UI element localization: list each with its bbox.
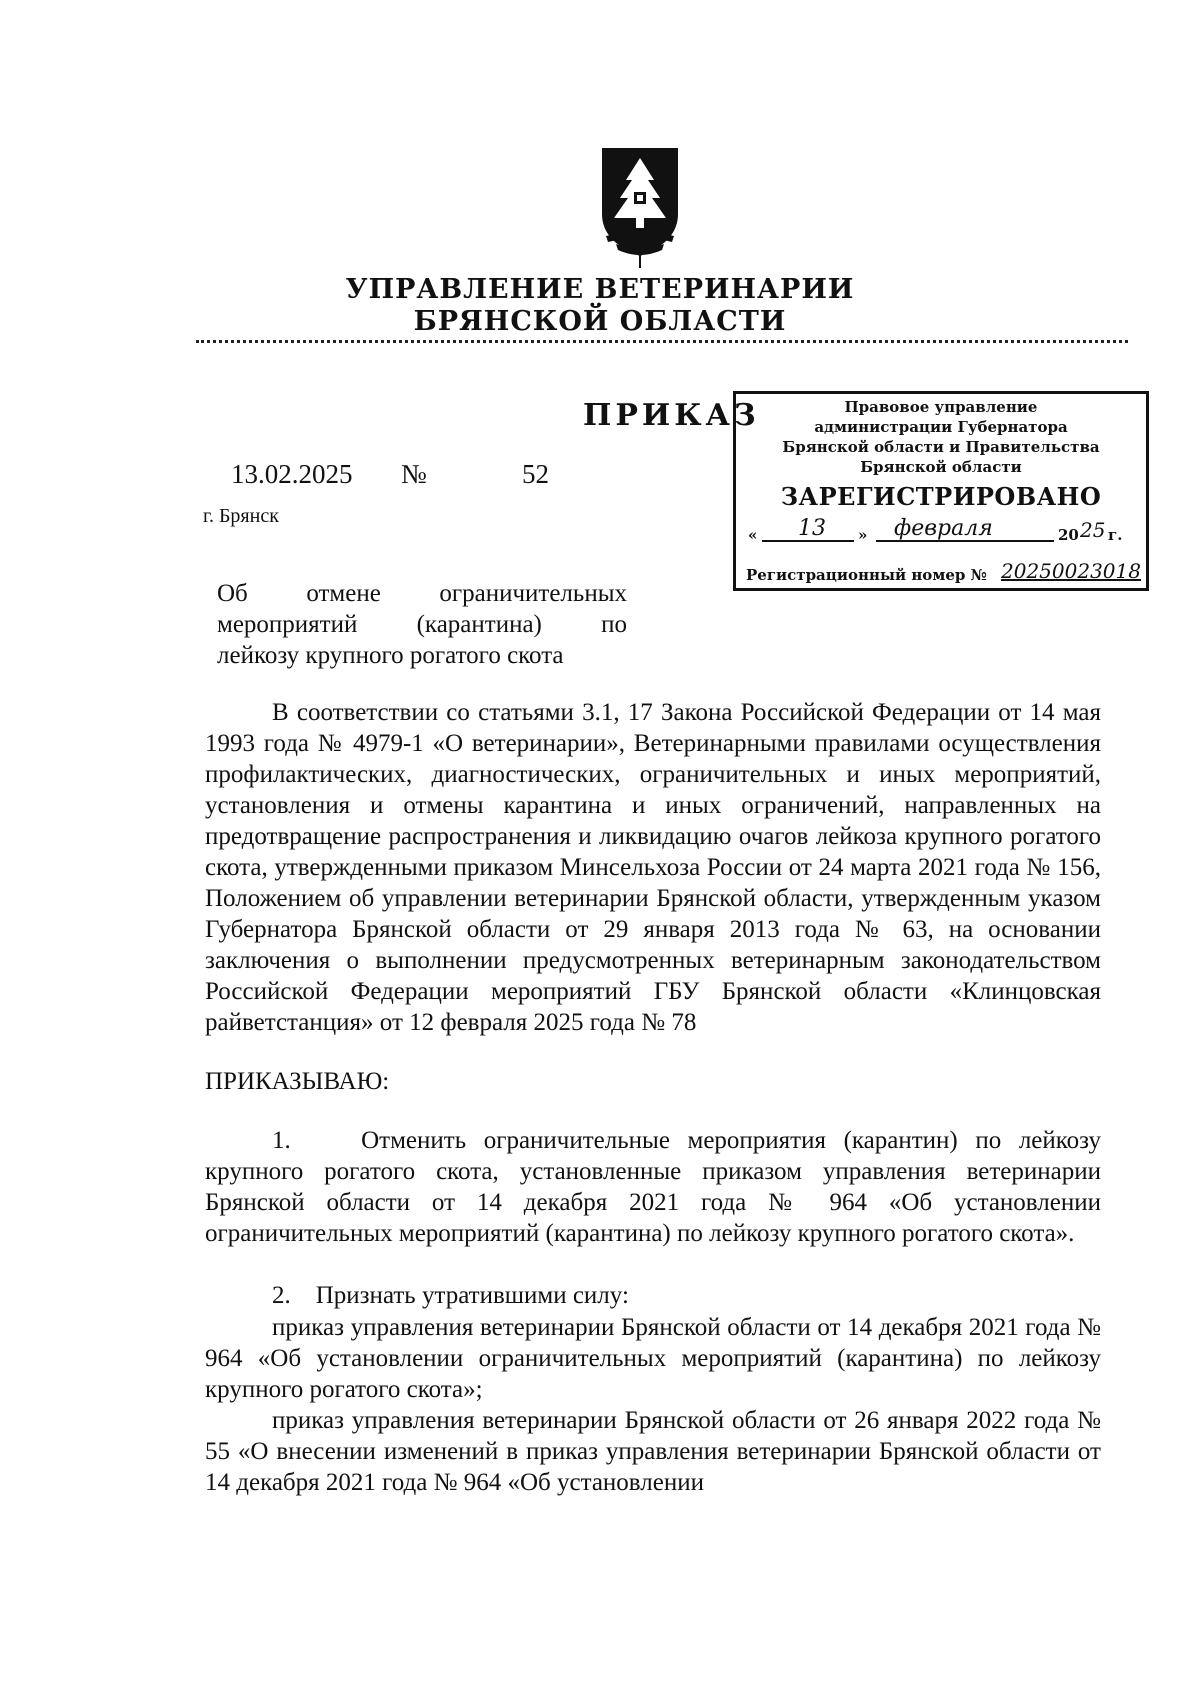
coat-of-arms-icon <box>596 144 684 269</box>
document-number: 52 <box>522 459 549 489</box>
organization-name-line2: БРЯНСКОЙ ОБЛАСТИ <box>413 306 787 337</box>
stamp-line1: Правовое управление <box>844 398 1038 416</box>
stamp-month: февраля <box>894 516 993 541</box>
registration-stamp <box>733 391 1149 591</box>
stamp-line4: Брянской области <box>860 458 1022 476</box>
order-item-1: 1. Отменить ограничительные мероприятия (карантин) по лейкозу крупного рогатого скота, установленные приказом управления ветеринарии Брянской области от 14 декабря 2021 года № 964 «Об установлении ограничительных мероприятий (карантина) по лейкозу крупного рогатого скота». <box>205 1127 1108 1247</box>
preamble-paragraph: В соответствии со статьями 3.1, 17 Закона Российской Федерации от 14 мая 1993 года № 4979-1 «О ветеринарии», Ветеринарными правилами осуществления профилактических, диагностических, ограничительных и иных мероприятий, установления и отмены карантина и иных ограничений, направленных на предотвращение распространения и ликвидацию очагов лейкоза крупного рогатого скота, утвержденными приказом Минсельхоза России от 24 марта 2021 года № 156, Положением об управлении ветеринарии Брянской области, утвержденным указом Губернатора Брянской области от 29 января 2013 года № 63, на основании заключения о выполнении предусмотренных ветеринарным законодательством Российской Федерации мероприятий ГБУ Брянской области «Клинцовская райветстанция» от 12 февраля 2025 года № 78 <box>205 699 1101 1036</box>
document-city: г. Брянск <box>203 505 279 527</box>
repealed-order-2: приказ управления ветеринарии Брянской области от 26 января 2022 года № 55 «О внесении изменений в приказ управления ветеринарии Брянской области от 14 декабря 2021 года № 964 «Об установлении <box>205 1407 1101 1496</box>
stamp-reg-label: Регистрационный номер № <box>746 566 987 584</box>
document-number-label: № <box>401 459 427 489</box>
header-divider <box>196 340 1128 343</box>
stamp-month-underline <box>876 540 1054 542</box>
stamp-line2: администрации Губернатора <box>814 418 1068 436</box>
document-title <box>217 578 627 671</box>
organization-name-line1: УПРАВЛЕНИЕ ВЕТЕРИНАРИИ <box>345 274 855 305</box>
stamp-day: 13 <box>798 516 826 541</box>
title-line2: мероприятий (карантина) по <box>217 611 627 638</box>
order-word: ПРИКАЗЫВАЮ: <box>205 1068 390 1095</box>
stamp-year-prefix: 20 <box>1058 526 1079 544</box>
document-date: 13.02.2025 <box>231 459 353 489</box>
order-item-2: 2. Признать утратившими силу: <box>272 1282 629 1309</box>
title-line1: Об отмене ограничительных <box>217 580 627 607</box>
stamp-year-suffix: 25 <box>1080 518 1106 542</box>
stamp-day-underline <box>762 540 854 542</box>
stamp-quote-close: » <box>858 526 868 544</box>
stamp-year-g: г. <box>1108 526 1123 544</box>
repealed-order-1: приказ управления ветеринарии Брянской области от 14 декабря 2021 года № 964 «Об установлении ограничительных мероприятий (карантина) по лейкозу крупного рогатого скота»; <box>205 1314 1101 1403</box>
title-line3: лейкозу крупного рогатого скота <box>217 642 564 669</box>
stamp-registered: ЗАРЕГИСТРИРОВАНО <box>780 482 1102 511</box>
document-type: ПРИКАЗ <box>583 398 760 433</box>
stamp-reg-number: 20250023018 <box>1001 559 1141 583</box>
stamp-quote-open: « <box>748 526 758 544</box>
stamp-line3: Брянской области и Правительства <box>782 438 1100 456</box>
